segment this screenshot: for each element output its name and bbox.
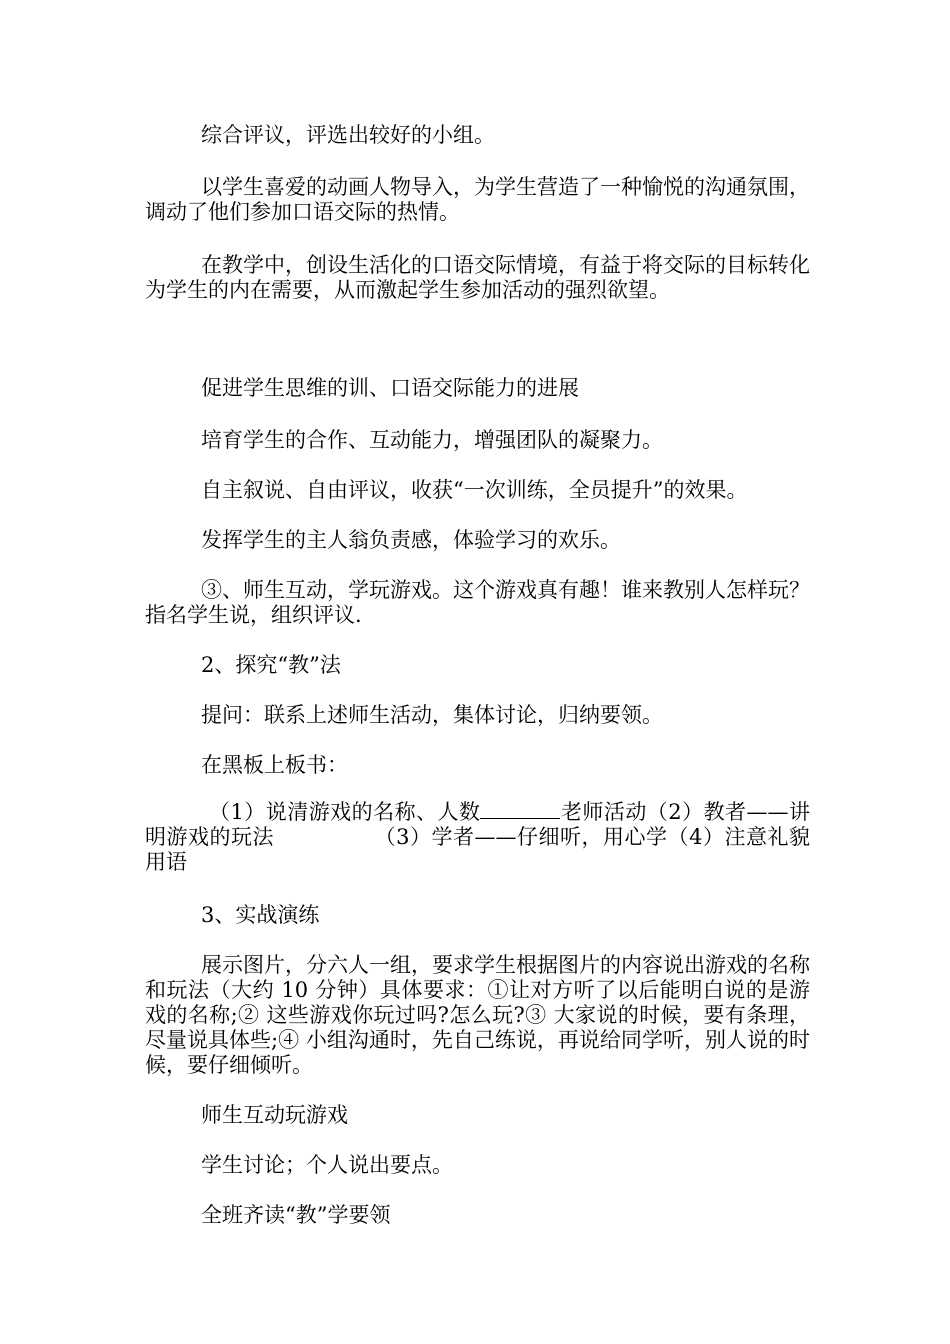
paragraph-play-game: 师生互动玩游戏 — [201, 1103, 348, 1127]
paragraph-read-aloud: 全班齐读“教”学要领 — [201, 1203, 391, 1227]
paragraph-summary-review: 综合评议，评选出较好的小组。 — [201, 123, 495, 147]
section-heading-explore: 2、探究“教”法 — [201, 653, 341, 677]
paragraph-practice-requirements: 展示图片，分六人一组，要求学生根据图片的内容说出游戏的名称和玩法（大约 10 分钟）具体要求：①让对方听了以后能明白说的是游戏的名称;② 这些游戏你玩过吗?怎么玩?③ 大家说的时候，要有条理，尽量说具体些;④ 小组沟通时，先自己练说，再说给同学听，别人说的时候，要仔细倾听。 — [145, 953, 810, 1077]
blackboard-part-3: （3）学者——仔细听，用心学（4）注意礼貌用语 — [145, 825, 810, 874]
blackboard-notes — [145, 800, 810, 875]
blackboard-part-1: （1）说清游戏的名称、人数 — [209, 800, 481, 824]
paragraph-intro-animation: 以学生喜爱的动画人物导入，为学生营造了一种愉悦的沟通氛围，调动了他们参加口语交际的热情。 — [145, 175, 810, 224]
paragraph-goal-thinking: 促进学生思维的训、口语交际能力的进展 — [201, 376, 579, 400]
section-heading-practice: 3、实战演练 — [201, 903, 320, 927]
paragraph-question: 提问：联系上述师生活动，集体讨论，归纳要领。 — [201, 703, 663, 727]
paragraph-blackboard-intro: 在黑板上板书： — [201, 753, 348, 777]
paragraph-step-interaction: ③、师生互动，学玩游戏。这个游戏真有趣！谁来教别人怎样玩？指名学生说，组织评议. — [145, 578, 810, 627]
blackboard-part-2: 老师活动（2）教者——讲明游戏的玩法 — [145, 800, 810, 849]
paragraph-life-context: 在教学中，创设生活化的口语交际情境，有益于将交际的目标转化为学生的内在需要，从而激起学生参加活动的强烈欲望。 — [145, 253, 810, 302]
paragraph-discussion: 学生讨论；个人说出要点。 — [201, 1153, 453, 1177]
paragraph-goal-ownership: 发挥学生的主人翁负责感，体验学习的欢乐。 — [201, 528, 621, 552]
fill-blank-line — [480, 800, 560, 819]
paragraph-goal-cooperation: 培育学生的合作、互动能力，增强团队的凝聚力。 — [201, 428, 663, 452]
paragraph-goal-self-narration: 自主叙说、自由评议，收获“一次训练，全员提升”的效果。 — [201, 478, 748, 502]
